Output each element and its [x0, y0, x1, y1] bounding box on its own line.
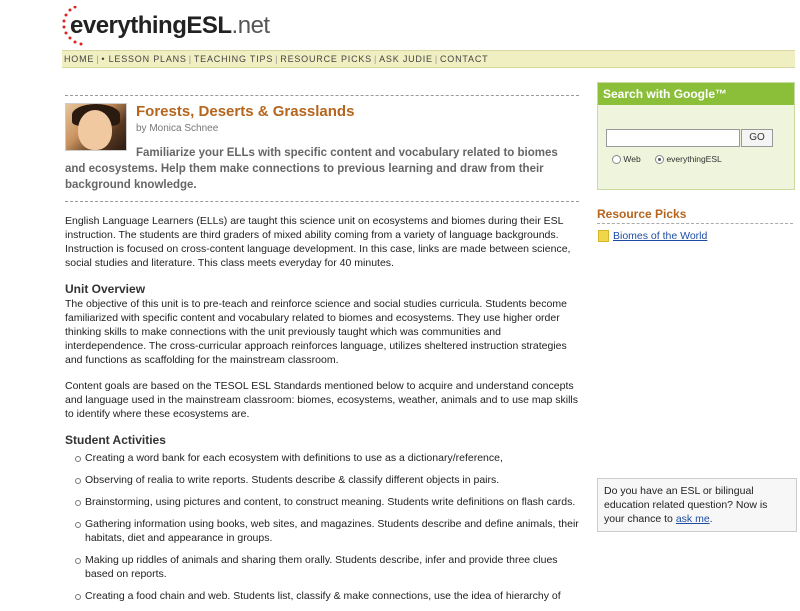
- radio-everythingesl-label: everythingESL: [666, 154, 722, 164]
- nav-ask-judie[interactable]: ASK JUDIE: [379, 54, 433, 64]
- intro-paragraph: English Language Learners (ELLs) are taught this science unit on ecosystems and biomes during their ESL instruction. The students are third graders of mixed ability coming from a variety of language backgrounds. Instruction is focused on cross-content language development. In this case, links are made between science, social studies and literature. This class meets everyday for 40 minutes.: [65, 215, 571, 269]
- list-item: Gathering information using books, web sites, and magazines. Students describe and define animals, their habitats, diet and appearance in groups.: [73, 517, 579, 545]
- ask-me-link[interactable]: ask me: [675, 513, 710, 525]
- search-scope: [612, 154, 722, 164]
- search-input[interactable]: [606, 129, 740, 147]
- nav-home[interactable]: HOME: [64, 54, 95, 64]
- article-title: Forests, Deserts & Grasslands: [136, 103, 355, 120]
- unit-overview-heading: Unit Overview: [65, 282, 146, 296]
- divider: [597, 223, 793, 224]
- resource-link-biomes[interactable]: Biomes of the World: [613, 230, 708, 242]
- article-byline: by Monica Schnee: [136, 123, 219, 134]
- list-item: Creating a word bank for each ecosystem with definitions to use as a dictionary/reference,: [73, 451, 579, 465]
- main-nav: HOME | • LESSON PLANS | TEACHING TIPS | RESOURCE PICKS | ASK JUDIE | CONTACT: [62, 50, 795, 68]
- logo-text: everythingESL.net: [70, 12, 270, 39]
- activities-list: [65, 451, 579, 603]
- radio-web-label: Web: [623, 154, 641, 164]
- google-search-box: [597, 82, 795, 190]
- article: [65, 95, 579, 611]
- author-photo: [65, 103, 127, 151]
- resource-picks-heading: Resource Picks: [597, 207, 687, 221]
- document-icon: [598, 230, 609, 242]
- nav-contact[interactable]: CONTACT: [439, 54, 489, 64]
- student-activities-heading: Student Activities: [65, 433, 166, 447]
- resource-link-row: [598, 230, 707, 242]
- ask-judie-text: Do you have an ESL or bilingual education related question? Now is your chance to: [604, 485, 768, 525]
- article-header: [65, 103, 579, 155]
- content-goals-paragraph: Content goals are based on the TESOL ESL Standards mentioned below to acquire and understand concepts and language used in the mainstream classroom: biomes, ecosystems, weather, animals and to use map skills to identify where these ecosystems are.: [65, 380, 579, 420]
- go-button[interactable]: GO: [741, 129, 773, 147]
- unit-overview-paragraph: The objective of this unit is to pre-teach and reinforce science and social studies curricula. Students become familiarized with specific content and vocabulary related to biomes and ecosystems. They use higher order thinking skills to make connections with the unit previously taught which was communities and interdependence. The cross-curricular approach reinforces language, utilizes sheltered instruction strategies and functions as scaffolding for the mainstream classroom.: [65, 298, 567, 366]
- search-heading: Search with Google™: [598, 83, 794, 105]
- list-item: Observing of realia to write reports. Students describe & classify different objects in pairs.: [73, 473, 579, 487]
- list-item: Creating a food chain and web. Students list, classify & make connections, use the idea of hierarchy of: [73, 589, 579, 603]
- list-item: Brainstorming, using pictures and content, to construct meaning. Students write definitions on flash cards.: [73, 495, 579, 509]
- divider: [65, 201, 579, 202]
- ask-judie-box: Do you have an ESL or bilingual education related question? Now is your chance to ask me.: [597, 478, 797, 532]
- article-summary: Familiarize your ELLs with specific content and vocabulary related to biomes and ecosystems. Help them make connections to previous learning and draw from their background knowledge.: [65, 147, 558, 191]
- divider: [65, 95, 579, 96]
- radio-web[interactable]: [612, 155, 621, 164]
- list-item: Making up riddles of animals and sharing them orally. Students describe, infer and provide three clues based on reports.: [73, 553, 579, 581]
- radio-everythingesl[interactable]: [655, 155, 664, 164]
- nav-resource-picks[interactable]: RESOURCE PICKS: [280, 54, 372, 64]
- nav-lesson-plans[interactable]: • LESSON PLANS: [101, 54, 187, 64]
- nav-teaching-tips[interactable]: TEACHING TIPS: [193, 54, 274, 64]
